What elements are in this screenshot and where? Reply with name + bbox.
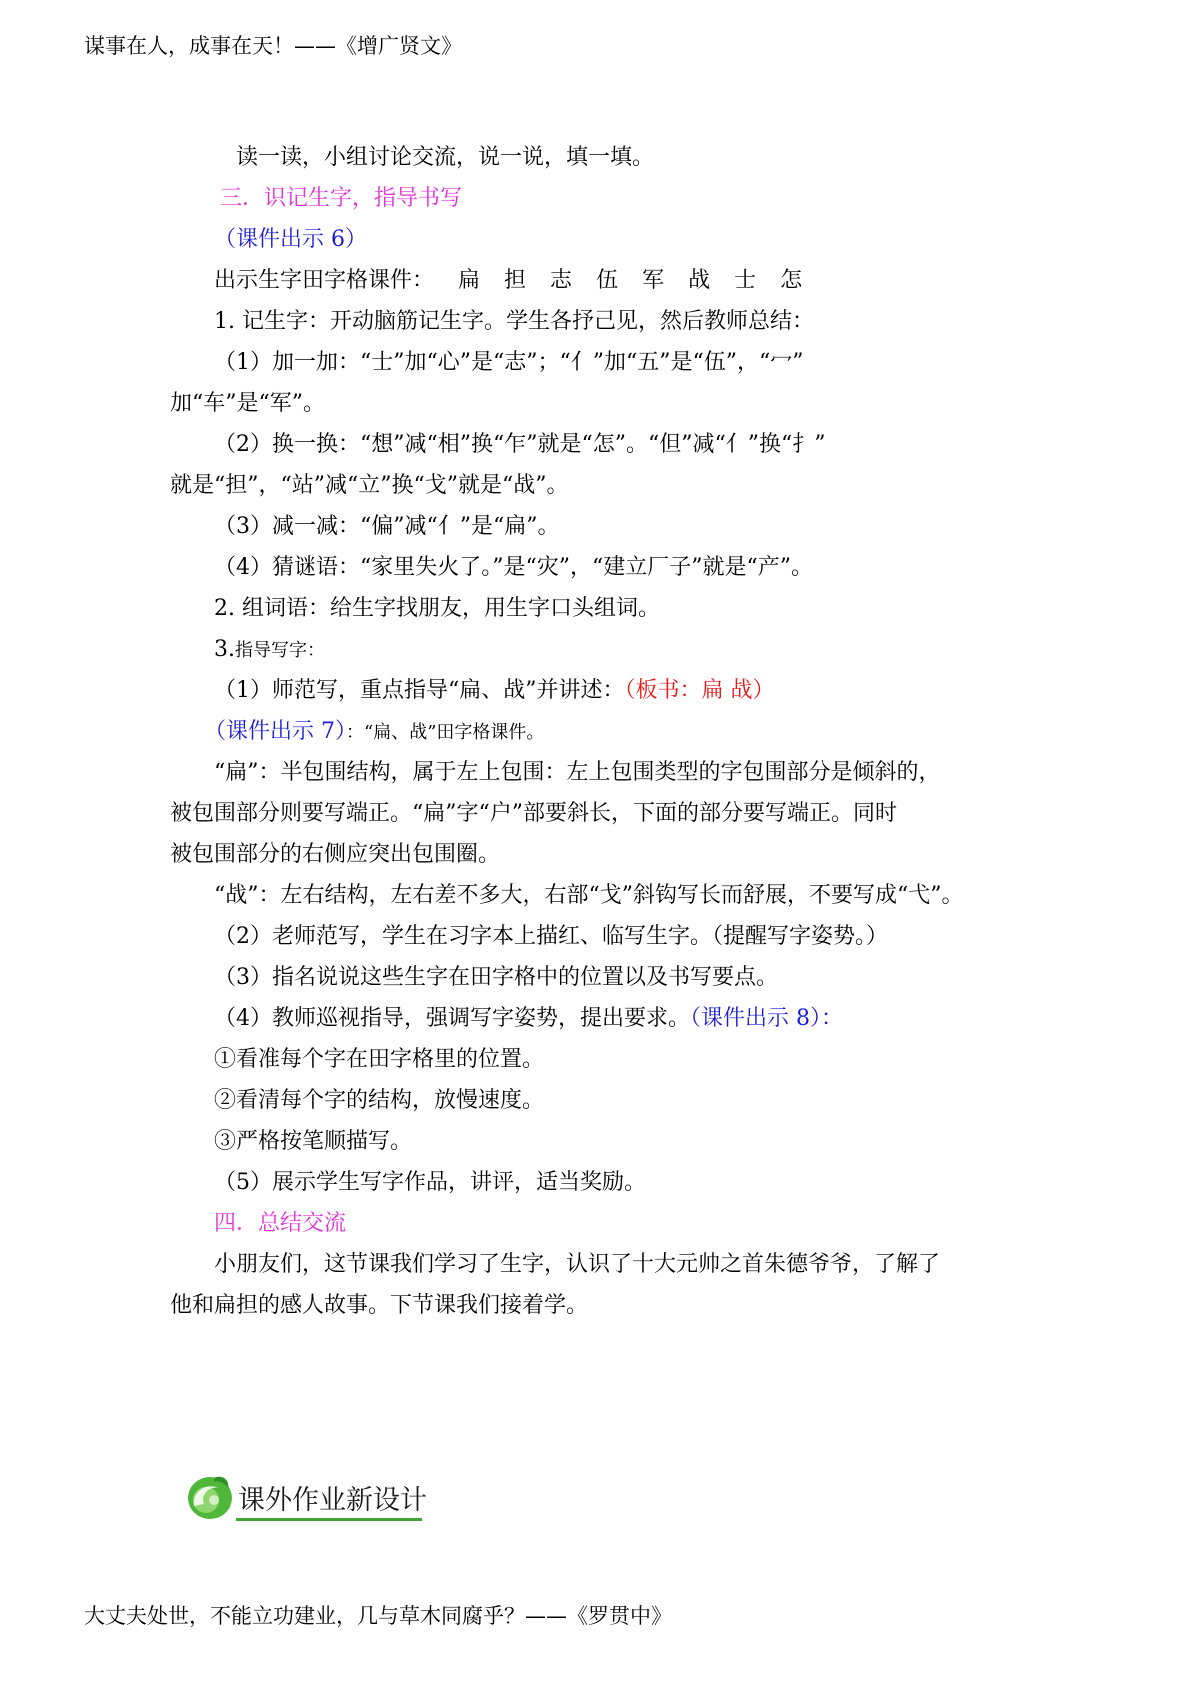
bian-explanation-1: “扁”：半包围结构，属于左上包围：左上包围类型的字包围部分是倾斜的，: [214, 760, 941, 785]
char-item: 扁: [458, 268, 481, 293]
teacher-demo-2: （2）老师范写，学生在习字本上描红、临写生字。（提醒写字姿势。）: [214, 924, 888, 949]
method-riddle: （4）猜谜语：“家里失火了。”是“灾”，“建立厂子”就是“产”。: [214, 555, 813, 580]
bian-explanation-2: 被包围部分则要写端正。“扁”字“户”部要斜长，下面的部分要写端正。同时: [170, 801, 897, 826]
teacher-patrol-text: （4）教师巡视指导，强调写字姿势，提出要求。: [214, 1006, 690, 1031]
char-item: 怎: [780, 268, 803, 293]
homework-section-title: 课外作业新设计: [238, 1485, 427, 1516]
method-add: （1）加一加：“士”加“心”是“志”；“亻”加“五”是“伍”，“冖”: [214, 350, 804, 375]
char-item: 士: [734, 268, 757, 293]
title-underline: [236, 1518, 422, 1521]
requirement-2: ②看清每个字的结构，放慢速度。: [214, 1088, 545, 1113]
method-swap-cont: 就是“担”，“站”减“立”换“戈”就是“战”。: [170, 473, 569, 498]
step-2-words: 2. 组词语：给生字找朋友，用生字口头组词。: [214, 596, 660, 621]
page-header-quote: 谋事在人，成事在天！——《增广贤文》: [84, 34, 462, 58]
zhan-explanation: “战”：左右结构，左右差不多大，右部“戈”斜钩写长而舒展，不要写成“弋”。: [214, 883, 964, 908]
char-item: 伍: [596, 268, 619, 293]
teacher-patrol-line: [214, 1004, 843, 1034]
teacher-demo-text: （1）师范写，重点指导“扁、战”并讲述：: [214, 678, 625, 703]
homework-section-badge: [184, 1470, 427, 1522]
blackboard-note: （板书：扁 战）: [624, 678, 775, 703]
requirement-3: ③严格按笔顺描写。: [214, 1129, 413, 1154]
bian-explanation-3: 被包围部分的右侧应突出包围圈。: [170, 842, 501, 867]
instruction-line: 读一读，小组讨论交流，说一说，填一填。: [236, 145, 655, 170]
step-1-memorize: 1. 记生字：开动脑筋记生字。学生各抒己见，然后教师总结：: [214, 309, 814, 334]
summary-line-2: 他和扁担的感人故事。下节课我们接着学。: [170, 1293, 589, 1318]
student-explain: （3）指名说说这些生字在田字格中的位置以及书写要点。: [214, 965, 778, 990]
char-item: 军: [642, 268, 665, 293]
method-subtract: （3）减一减：“偏”减“亻”是“扁”。: [214, 514, 560, 539]
showcase-work: （5）展示学生写字作品，讲评，适当奖励。: [214, 1170, 646, 1195]
method-add-cont: 加“车”是“军”。: [170, 391, 325, 416]
step-3-label: 指导写字：: [235, 640, 325, 661]
courseware-7-desc: ：“扁、战”田字格课件。: [346, 722, 545, 743]
step-3-number: 3.: [214, 637, 235, 662]
section-four-heading: 四．总结交流: [214, 1211, 347, 1236]
section-three-heading: 三．识记生字，指导书写: [220, 186, 463, 211]
courseware-8-note: （课件出示 8）：: [690, 1006, 843, 1031]
requirement-1: ①看准每个字在田字格里的位置。: [214, 1047, 545, 1072]
char-item: 战: [688, 268, 711, 293]
courseware-6-note: （课件出示 6）: [214, 227, 367, 252]
new-characters-line: [214, 266, 802, 296]
method-swap: （2）换一换：“想”减“相”换“乍”就是“怎”。“但”减“亻”换“扌”: [214, 432, 826, 457]
char-item: 志: [550, 268, 573, 293]
chars-intro: 出示生字田字格课件：: [214, 268, 435, 293]
char-item: 担: [504, 268, 527, 293]
summary-line-1: 小朋友们，这节课我们学习了生字，认识了十大元帅之首朱德爷爷，了解了: [214, 1252, 941, 1277]
courseware-7-line: [204, 717, 544, 748]
page-footer-quote: 大丈夫处世，不能立功建业，几与草木同腐乎？——《罗贯中》: [84, 1604, 672, 1628]
step-3-writing: [214, 635, 325, 666]
green-leaf-swirl-icon: [184, 1470, 234, 1522]
courseware-7-note: （课件出示 7）: [204, 719, 346, 744]
teacher-demo-line: [214, 676, 775, 706]
